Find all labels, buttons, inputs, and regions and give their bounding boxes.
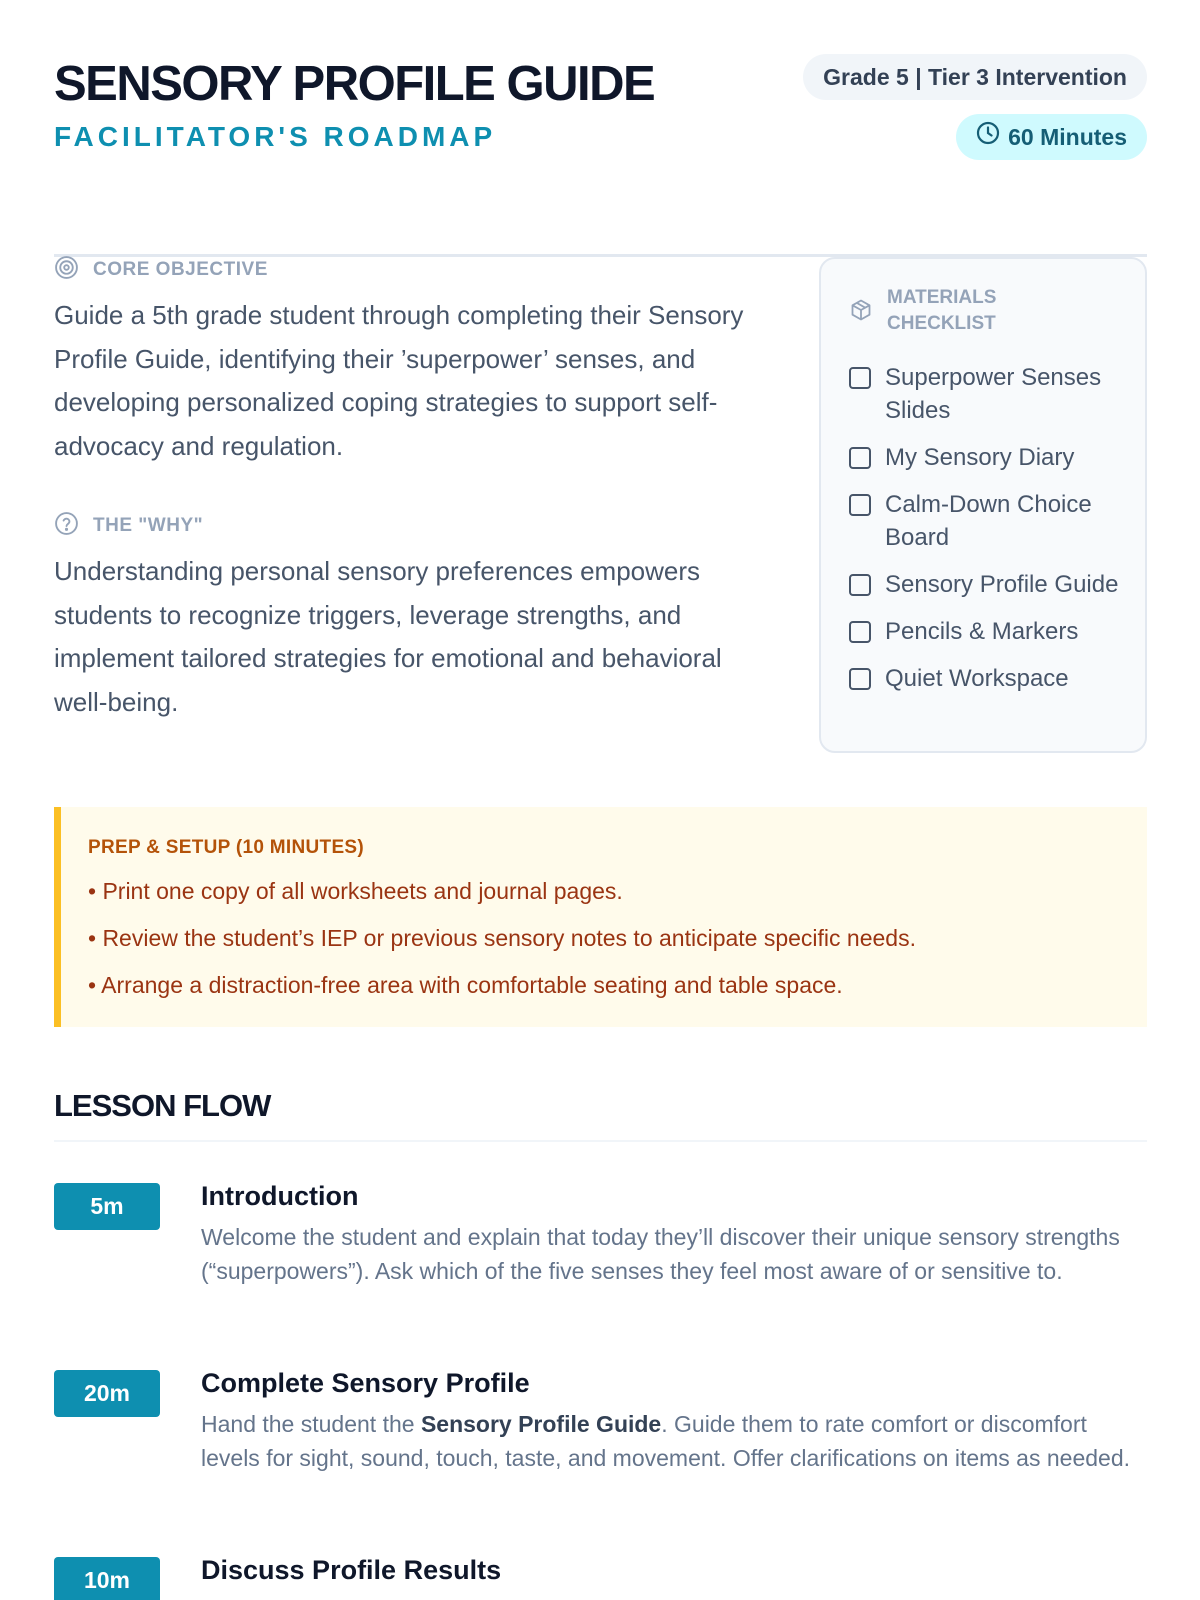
lesson-step-heading: Introduction — [201, 1181, 359, 1211]
materials-item[interactable] — [849, 441, 1119, 474]
lesson-step — [54, 1370, 1147, 1557]
objective-text: Guide a 5th grade student through completing their Sensory Profile Guide, identifying their ’superpower’ senses, and developing personalized coping strategies to support self-advocacy and regulation. — [54, 300, 744, 461]
prep-item: • Review the student’s IEP or previous sensory notes to anticipate specific needs. — [88, 925, 916, 951]
time-badge — [956, 114, 1147, 160]
cube-icon — [849, 298, 873, 330]
materials-label — [849, 285, 1119, 337]
checkbox-icon[interactable] — [849, 574, 871, 596]
materials-item-label: Pencils & Markers — [885, 618, 1079, 645]
prep-item: • Print one copy of all worksheets and journal pages. — [88, 878, 623, 904]
materials-checklist — [819, 257, 1147, 753]
lesson-step-heading: Discuss Profile Results — [201, 1555, 502, 1585]
why-text: Understanding personal sensory preferences empowers students to recognize triggers, leverage strengths, and implement tailored strategies for emotional and behavioral well-being. — [54, 556, 722, 717]
materials-label-line2: CHECKLIST — [887, 313, 996, 334]
duration-badge: 20m — [54, 1370, 160, 1417]
lesson-step-description: Welcome the student and explain that today they’ll discover their unique sensory strengths (“superpowers”). Ask which of the five senses they feel most aware of or sensitive to. — [201, 1224, 1120, 1284]
why-label-text: THE "WHY" — [93, 515, 204, 536]
page-title: SENSORY PROFILE GUIDE — [54, 57, 655, 111]
materials-list — [849, 361, 1119, 695]
prep-title: PREP & SETUP (10 MINUTES) — [88, 837, 365, 858]
desc-text: . Guide them to rate comfort or discomfort levels for sight, sound, touch, taste, and movement. Offer clarifications on items as needed. — [201, 1411, 1131, 1471]
page-header — [54, 54, 1147, 204]
duration-badge: 5m — [54, 1183, 160, 1230]
lesson-step-content — [201, 1557, 1147, 1589]
target-icon — [54, 255, 79, 286]
page-subtitle: FACILITATOR'S ROADMAP — [54, 121, 497, 152]
lesson-flow-title: LESSON FLOW — [54, 1088, 271, 1123]
materials-item-label: Calm-Down Choice Board — [885, 491, 1092, 551]
materials-item-label: Sensory Profile Guide — [885, 571, 1119, 598]
checkbox-icon[interactable] — [849, 621, 871, 643]
lesson-flow-divider — [54, 1140, 1147, 1142]
lesson-page — [54, 0, 1147, 1600]
desc-bold-text: Sensory Profile Guide — [420, 1411, 662, 1437]
lesson-step — [54, 1183, 1147, 1370]
grade-badge: Grade 5 | Tier 3 Intervention — [803, 54, 1147, 100]
clock-icon — [976, 114, 1000, 160]
materials-item-label: My Sensory Diary — [885, 444, 1075, 471]
materials-item-label: Quiet Workspace — [885, 665, 1069, 692]
materials-item-label: Superpower Senses Slides — [885, 364, 1102, 424]
objective-label — [54, 256, 774, 284]
why-label — [54, 512, 774, 540]
question-circle-icon — [54, 511, 79, 542]
prep-list — [88, 875, 1147, 1002]
objective-label-text: CORE OBJECTIVE — [93, 259, 268, 280]
checkbox-icon[interactable] — [849, 494, 871, 516]
materials-item[interactable] — [849, 361, 1119, 427]
lesson-step-content — [201, 1370, 1147, 1475]
duration-badge: 10m — [54, 1557, 160, 1600]
lesson-step — [54, 1557, 1147, 1600]
time-badge-label: 60 Minutes — [1008, 124, 1127, 150]
materials-item[interactable] — [849, 662, 1119, 695]
objective-section — [54, 256, 774, 724]
lesson-step-description — [201, 1408, 1147, 1475]
prep-item: • Arrange a distraction-free area with comfortable seating and table space. — [88, 972, 843, 998]
materials-label-line1: MATERIALS — [887, 287, 997, 308]
lesson-step-content — [201, 1183, 1147, 1288]
checkbox-icon[interactable] — [849, 367, 871, 389]
materials-item[interactable] — [849, 615, 1119, 648]
materials-item[interactable] — [849, 488, 1119, 554]
desc-text: Hand the student the — [201, 1411, 421, 1437]
prep-setup-callout — [54, 807, 1147, 1027]
checkbox-icon[interactable] — [849, 447, 871, 469]
checkbox-icon[interactable] — [849, 668, 871, 690]
materials-item[interactable] — [849, 568, 1119, 601]
lesson-step-heading: Complete Sensory Profile — [201, 1368, 530, 1398]
lesson-flow-list — [54, 1183, 1147, 1600]
